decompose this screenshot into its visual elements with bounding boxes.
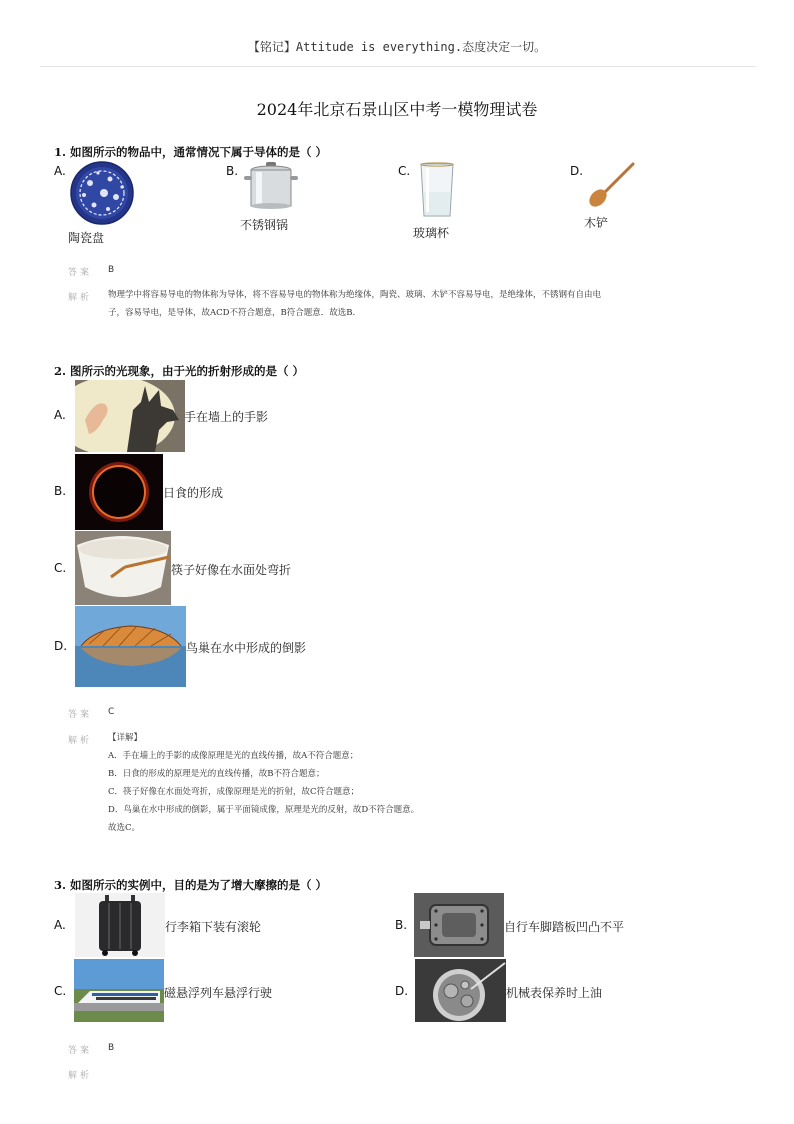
header-motto: 【铭记】Attitude is everything.态度决定一切。 <box>247 40 547 54</box>
q3-analysis-label: 解析 <box>68 1071 93 1081</box>
glass-image <box>418 162 456 220</box>
bike-pedal-image <box>414 893 504 957</box>
q1-answer-label: 答案 <box>68 268 93 278</box>
q3-stem: 3. 如图所示的实例中，目的是为了增大摩擦的是（ ） <box>54 878 328 892</box>
chopstick-bowl-image <box>75 531 171 605</box>
q2-answer-label: 答案 <box>68 710 93 720</box>
q2-option-c-letter: C. <box>54 561 67 575</box>
q3-option-c-caption: 磁悬浮列车悬浮行驶 <box>164 986 273 1000</box>
q2-answer-value: C <box>108 707 115 717</box>
q1-stem: 1. 如图所示的物品中，通常情况下属于导体的是（ ） <box>54 145 328 159</box>
q3-answer-label: 答案 <box>68 1046 93 1056</box>
q2-analysis-line-5: D．鸟巢在水中形成的倒影，属于平面镜成像，原理是光的反射，故D不符合题意。 <box>108 805 420 815</box>
watch-oiling-image <box>415 959 506 1022</box>
q1-analysis-label: 解析 <box>68 293 93 303</box>
birds-nest-reflection-image <box>75 606 186 687</box>
q2-stem: 2. 图所示的光现象，由于光的折射形成的是（ ） <box>54 364 305 378</box>
q3-option-a-caption: 行李箱下装有滚轮 <box>165 920 262 934</box>
q2-analysis-label: 解析 <box>68 736 93 746</box>
q3-option-c-letter: C. <box>54 984 67 998</box>
suitcase-image <box>75 893 165 957</box>
maglev-train-image <box>74 959 164 1022</box>
plate-image <box>70 161 134 225</box>
q3-option-b-caption: 自行车脚踏板凹凸不平 <box>504 920 625 934</box>
q1-answer-value: B <box>108 265 115 275</box>
wooden-spatula-image <box>585 160 637 210</box>
q2-analysis-line-1: 【详解】 <box>108 733 143 743</box>
q2-option-d-caption: 鸟巢在水中形成的倒影 <box>186 641 307 655</box>
q2-option-c-caption: 筷子好像在水面处弯折 <box>171 563 292 577</box>
q2-analysis-line-2: A．手在墙上的手影的成像原理是光的直线传播，故A不符合题意； <box>108 751 359 761</box>
q2-analysis-line-4: C．筷子好像在水面处弯折，成像原理是光的折射，故C符合题意； <box>108 787 360 797</box>
q2-option-b-letter: B. <box>54 484 67 498</box>
q2-option-d-letter: D. <box>54 639 68 653</box>
q1-analysis-line-1: 物理学中将容易导电的物体称为导体，将不容易导电的物体称为绝缘体，陶瓷、玻璃、木铲不容易导电，是绝缘体，不锈钢有自由电 <box>108 290 602 300</box>
q1-option-b-letter: B. <box>226 164 239 178</box>
q1-option-c-letter: C. <box>398 164 411 178</box>
q3-option-d-letter: D. <box>395 984 409 998</box>
q2-option-a-caption: 手在墙上的手影 <box>184 410 269 424</box>
q1-option-a-letter: A. <box>54 164 66 178</box>
q3-option-b-letter: B. <box>395 918 408 932</box>
q1-option-c-caption: 玻璃杯 <box>413 226 450 240</box>
q1-analysis-line-2: 子，容易导电，是导体，故ACD不符合题意，B符合题意．故选B. <box>108 308 356 318</box>
q2-option-b-caption: 日食的形成 <box>163 486 224 500</box>
q1-option-b-caption: 不锈钢锅 <box>240 218 289 232</box>
q1-option-a-caption: 陶瓷盘 <box>68 231 105 245</box>
q2-option-a-letter: A. <box>54 408 66 422</box>
solar-eclipse-image <box>75 454 163 530</box>
q2-analysis-line-3: B．日食的形成的原理是光的直线传播，故B不符合题意； <box>108 769 325 779</box>
page-title: 2024年北京石景山区中考一模物理试卷 <box>256 100 538 119</box>
q1-option-d-caption: 木铲 <box>584 216 609 230</box>
q3-answer-value: B <box>108 1043 115 1053</box>
q3-option-d-caption: 机械表保养时上油 <box>506 986 603 1000</box>
pot-image <box>242 160 300 212</box>
q3-option-a-letter: A. <box>54 918 66 932</box>
header-divider <box>40 66 756 67</box>
q1-option-d-letter: D. <box>570 164 584 178</box>
q2-analysis-line-6: 故选C。 <box>108 823 141 833</box>
hand-shadow-image <box>75 380 185 452</box>
